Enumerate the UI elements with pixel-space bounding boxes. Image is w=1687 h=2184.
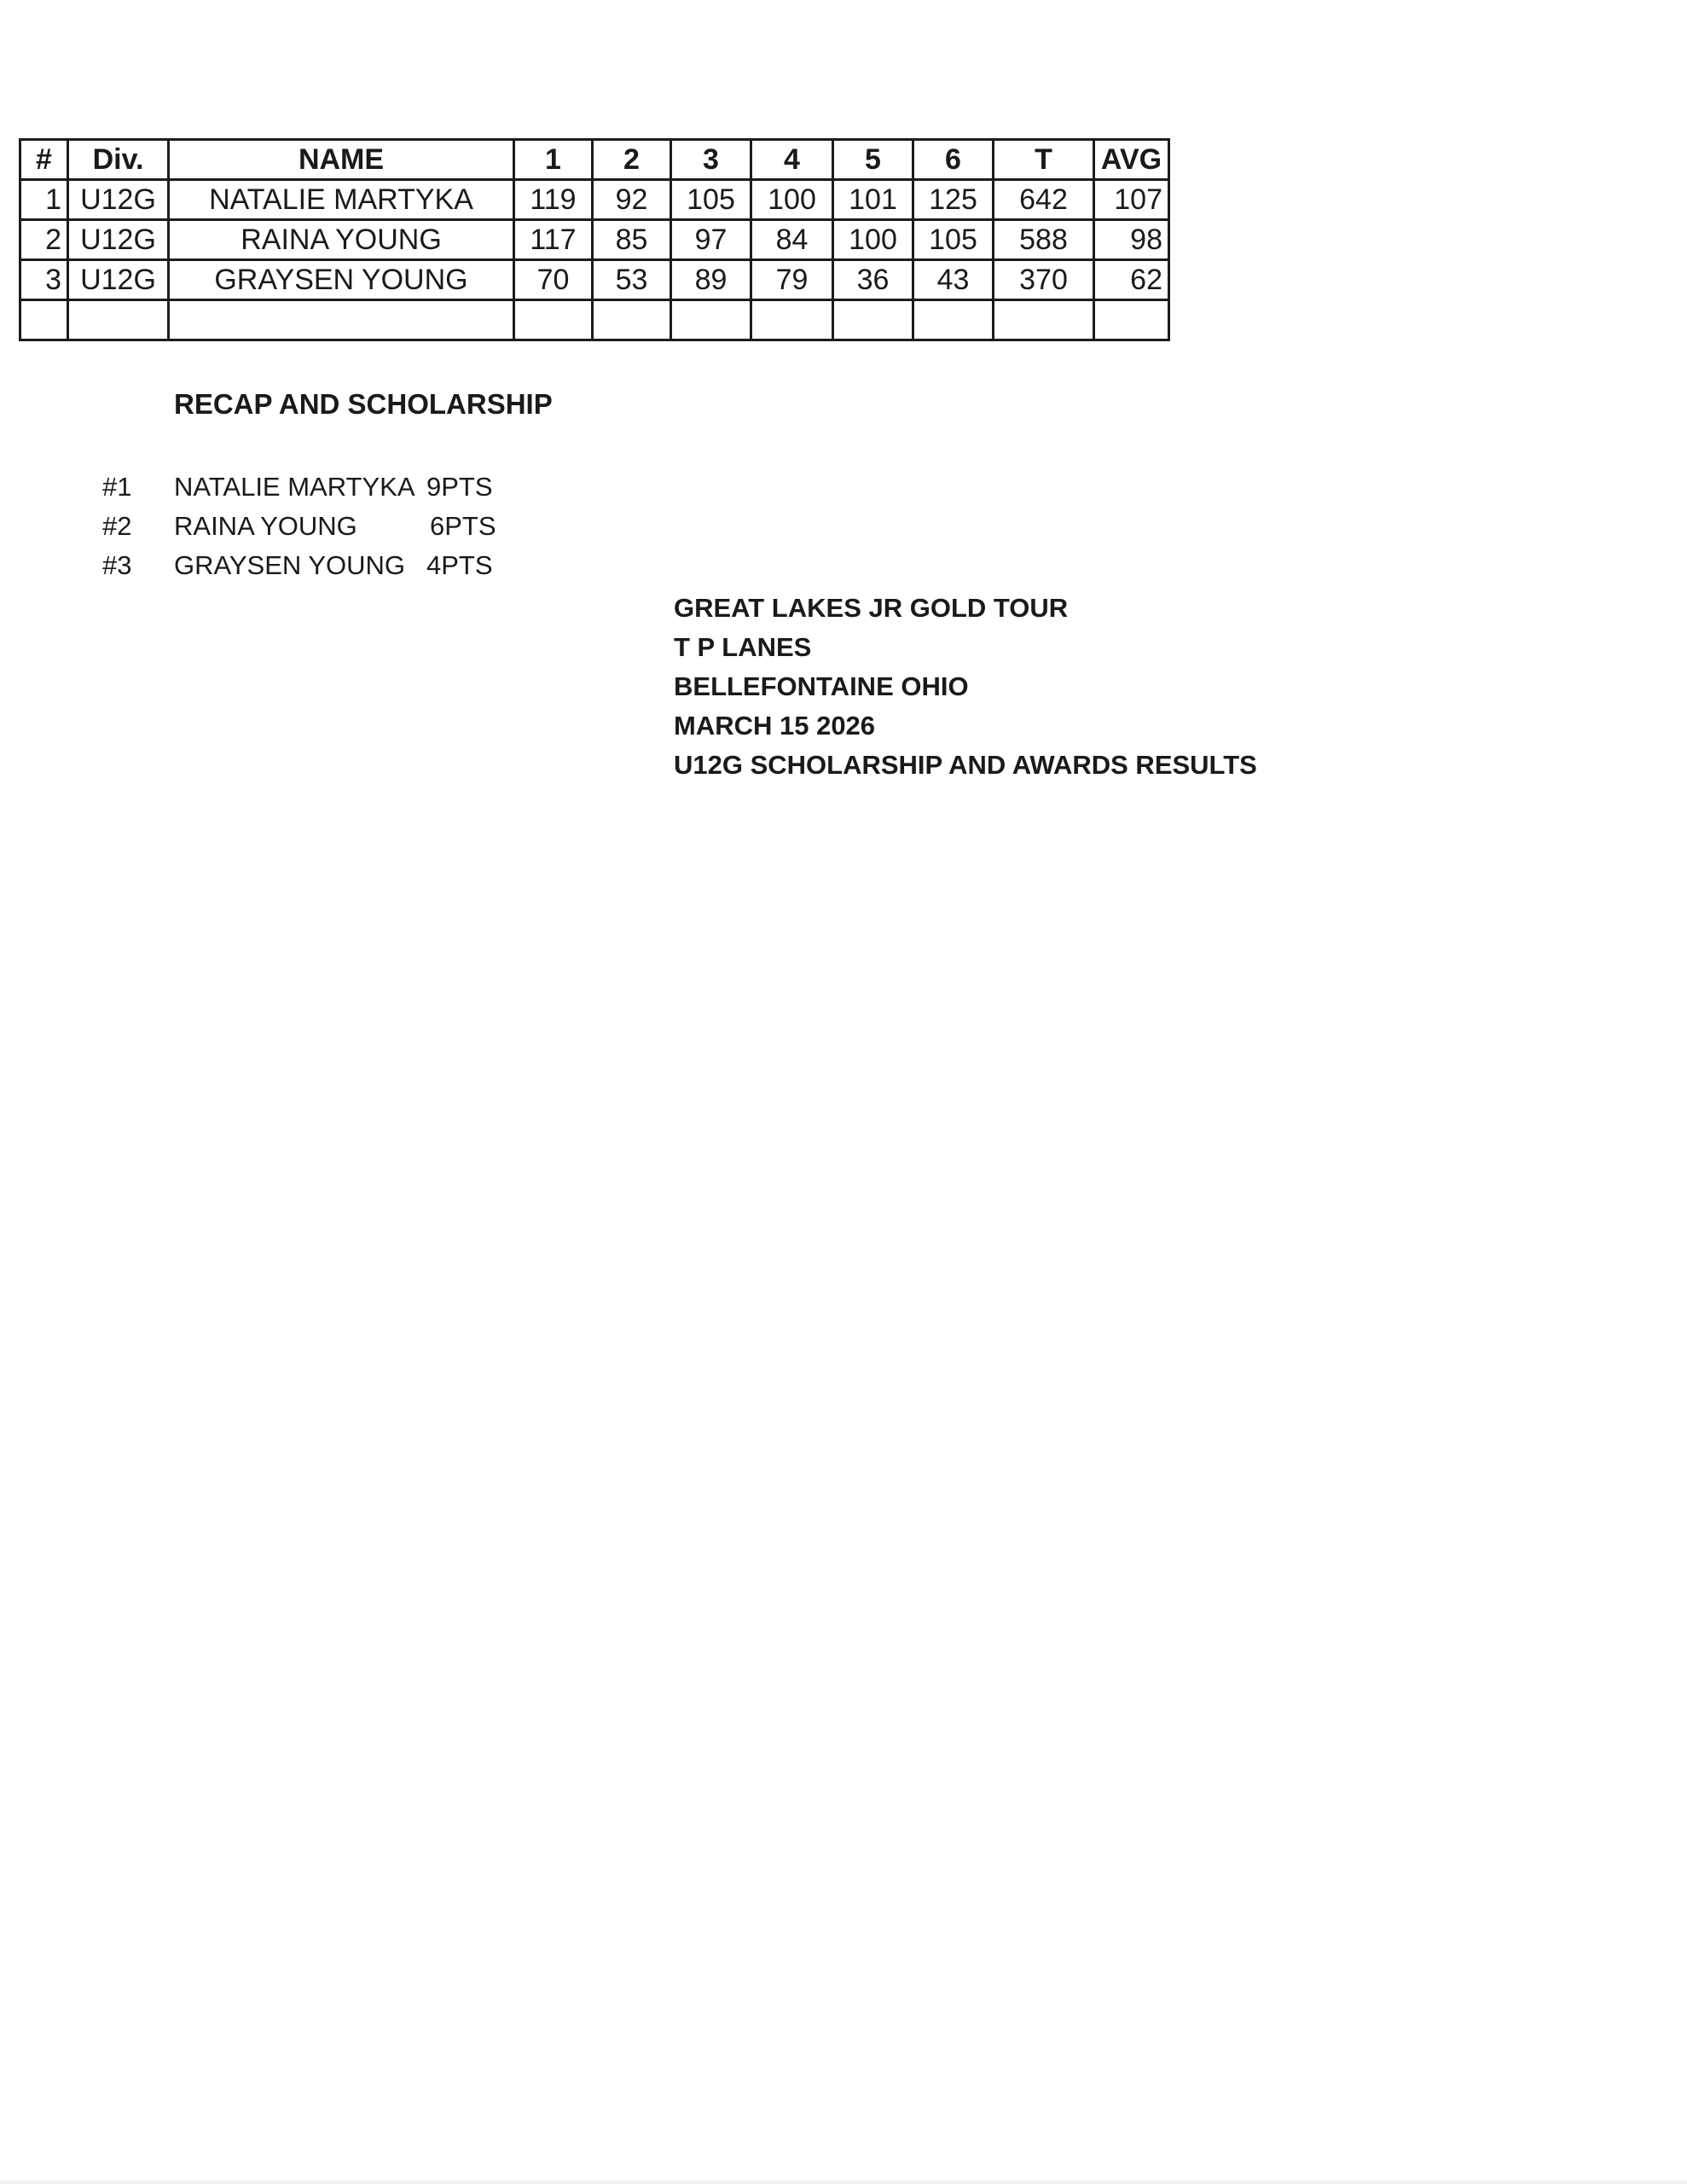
empty-cell (671, 300, 751, 340)
cell-game-1: 119 (514, 180, 593, 220)
event-date: MARCH 15 2026 (674, 711, 876, 741)
cell-game-1: 70 (514, 260, 593, 300)
cell-total: 588 (994, 220, 1094, 260)
cell-game-5: 36 (833, 260, 913, 300)
recap-rank: #2 (102, 511, 132, 541)
cell-game-4: 100 (751, 180, 833, 220)
cell-game-5: 101 (833, 180, 913, 220)
recap-points: 9PTS (426, 472, 493, 502)
cell-division: U12G (68, 180, 169, 220)
empty-cell (751, 300, 833, 340)
header-game-4: 4 (751, 140, 833, 180)
empty-cell (913, 300, 994, 340)
cell-game-3: 97 (671, 220, 751, 260)
empty-cell (994, 300, 1094, 340)
table-row (20, 260, 1169, 300)
cell-game-4: 79 (751, 260, 833, 300)
cell-game-4: 84 (751, 220, 833, 260)
table-row-empty (20, 300, 1169, 340)
cell-game-1: 117 (514, 220, 593, 260)
event-location: BELLEFONTAINE OHIO (674, 671, 969, 701)
event-description: U12G SCHOLARSHIP AND AWARDS RESULTS (674, 750, 1257, 780)
scan-edge (0, 2181, 1687, 2184)
header-average: AVG (1094, 140, 1169, 180)
header-game-6: 6 (913, 140, 994, 180)
cell-total: 370 (994, 260, 1094, 300)
event-tour: GREAT LAKES JR GOLD TOUR (674, 593, 1069, 623)
recap-points: 4PTS (426, 550, 493, 580)
header-division: Div. (68, 140, 169, 180)
header-game-5: 5 (833, 140, 913, 180)
event-info (674, 589, 1257, 785)
table-header-row (20, 140, 1169, 180)
event-venue: T P LANES (674, 632, 812, 662)
cell-game-6: 125 (913, 180, 994, 220)
cell-division: U12G (68, 220, 169, 260)
header-game-2: 2 (593, 140, 671, 180)
empty-cell (514, 300, 593, 340)
header-total: T (994, 140, 1094, 180)
header-game-3: 3 (671, 140, 751, 180)
results-table (19, 138, 1170, 341)
empty-cell (593, 300, 671, 340)
cell-name: RAINA YOUNG (169, 220, 514, 260)
cell-rank: 1 (20, 180, 68, 220)
recap-title: RECAP AND SCHOLARSHIP (174, 388, 553, 420)
cell-game-3: 89 (671, 260, 751, 300)
empty-cell (833, 300, 913, 340)
empty-cell (20, 300, 68, 340)
cell-average: 62 (1094, 260, 1169, 300)
cell-name: NATALIE MARTYKA (169, 180, 514, 220)
cell-game-6: 43 (913, 260, 994, 300)
empty-cell (68, 300, 169, 340)
header-rank: # (20, 140, 68, 180)
cell-game-2: 85 (593, 220, 671, 260)
cell-average: 98 (1094, 220, 1169, 260)
recap-rank: #3 (102, 550, 132, 580)
cell-rank: 2 (20, 220, 68, 260)
cell-name: GRAYSEN YOUNG (169, 260, 514, 300)
cell-game-5: 100 (833, 220, 913, 260)
table-row (20, 180, 1169, 220)
recap-name: RAINA YOUNG (174, 511, 357, 541)
empty-cell (169, 300, 514, 340)
header-name: NAME (169, 140, 514, 180)
cell-game-6: 105 (913, 220, 994, 260)
cell-game-3: 105 (671, 180, 751, 220)
cell-division: U12G (68, 260, 169, 300)
recap-rank: #1 (102, 472, 132, 502)
table-row (20, 220, 1169, 260)
recap-name: NATALIE MARTYKA (174, 472, 415, 502)
header-game-1: 1 (514, 140, 593, 180)
cell-rank: 3 (20, 260, 68, 300)
cell-total: 642 (994, 180, 1094, 220)
recap-name: GRAYSEN YOUNG (174, 550, 406, 580)
cell-game-2: 92 (593, 180, 671, 220)
recap-points: 6PTS (430, 511, 496, 541)
cell-average: 107 (1094, 180, 1169, 220)
empty-cell (1094, 300, 1169, 340)
cell-game-2: 53 (593, 260, 671, 300)
